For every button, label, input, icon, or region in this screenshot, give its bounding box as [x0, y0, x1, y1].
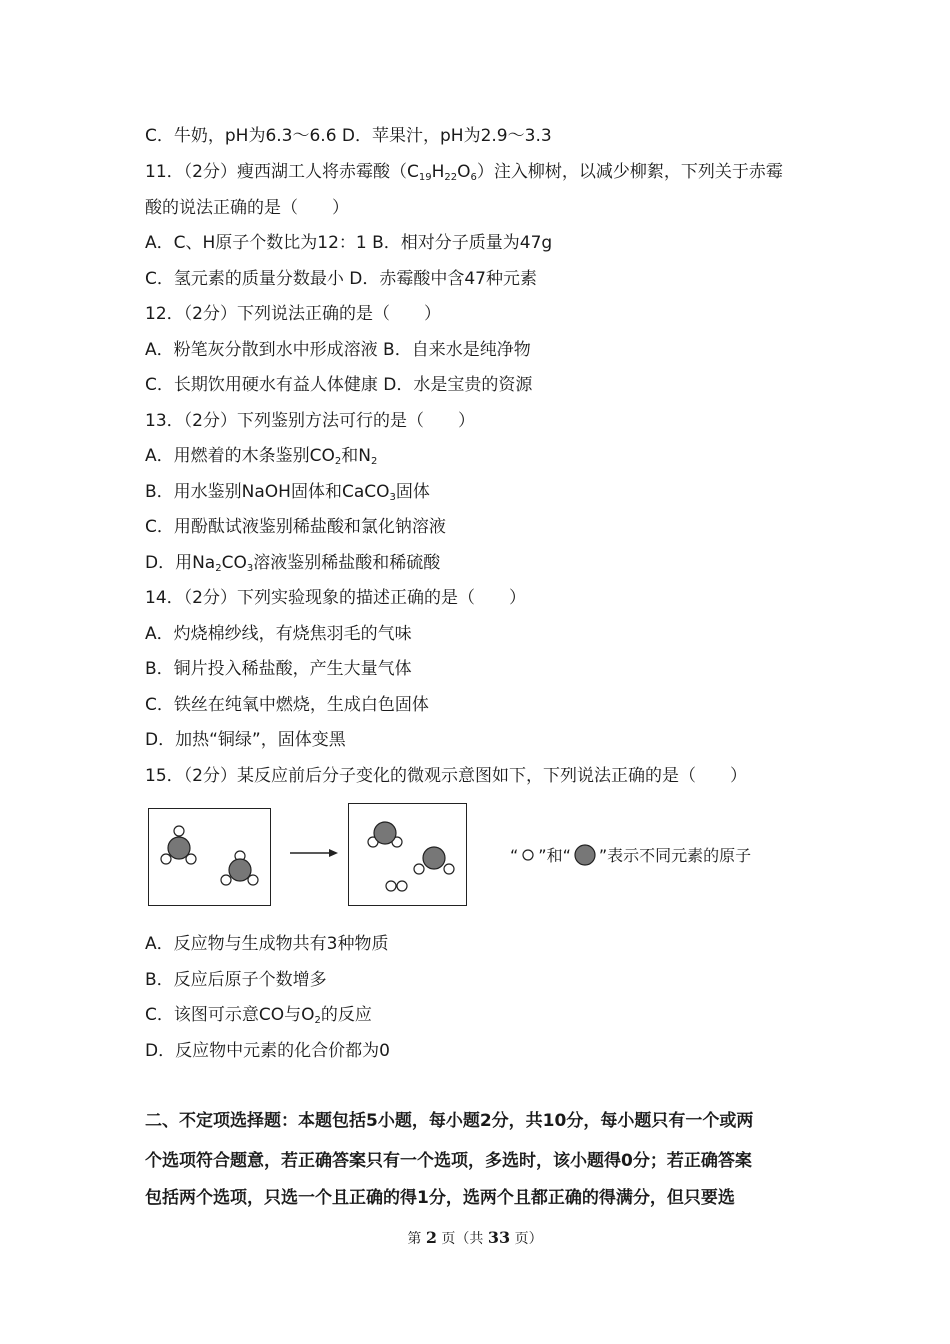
- q13-option-d: D．用$Na_2CO_3$溶液鉴别稀盐酸和稀硫酸: [145, 553, 441, 574]
- diagram-legend: “ ”和“ ”表示不同元素的原子: [510, 843, 751, 869]
- q11-stem-line1: 11．（2分）瘦西湖工人将赤霉酸$(C_{19}H_{22}O_6)$注入柳树，以减少柳絮，下列关于赤霉: [145, 162, 783, 183]
- reaction-arrow-icon: [289, 846, 339, 860]
- q12-options-ab: A．粉笔灰分散到水中形成溶液 B．自来水是纯净物: [145, 340, 531, 360]
- small-atom-icon: [518, 847, 538, 863]
- q13-stem: 13．（2分）下列鉴别方法可行的是（ ）: [145, 411, 475, 431]
- q13-option-b: B．用水鉴别NaOH固体和CaCO$_3$固体: [145, 482, 430, 503]
- reactant-box: [148, 808, 271, 906]
- large-atom-icon: [571, 843, 599, 867]
- q13-option-a: A．用燃着的木条鉴别$CO_2$和$N_2$: [145, 446, 378, 467]
- small-atom: [397, 881, 407, 891]
- small-atom: [161, 854, 171, 864]
- section-two-heading-line3: 包括两个选项，只选一个且正确的得1分，选两个且都正确的得满分，但只要选: [145, 1188, 735, 1208]
- large-atom: [229, 859, 251, 881]
- q11-stem-line2: 酸的说法正确的是（ ）: [145, 198, 349, 218]
- q15-option-a: A．反应物与生成物共有3种物质: [145, 934, 389, 954]
- small-atom: [386, 881, 396, 891]
- q14-option-c: C．铁丝在纯氧中燃烧，生成白色固体: [145, 695, 429, 715]
- product-molecules: [349, 804, 465, 904]
- q14-option-d: D．加热“铜绿”，固体变黑: [145, 730, 346, 750]
- small-atom: [221, 875, 231, 885]
- q14-option-a: A．灼烧棉纱线，有烧焦羽毛的气味: [145, 624, 412, 644]
- large-atom: [374, 822, 396, 844]
- q15-option-c: C．该图可示意CO与$O_2$的反应: [145, 1005, 372, 1026]
- q14-stem: 14．（2分）下列实验现象的描述正确的是（ ）: [145, 588, 526, 608]
- q11-options-ab: A．C、H原子个数比为12：1 B．相对分子质量为47g: [145, 233, 553, 253]
- q15-option-b: B．反应后原子个数增多: [145, 970, 327, 990]
- section-two-heading-line2: 个选项符合题意，若正确答案只有一个选项，多选时，该小题得0分；若正确答案: [145, 1151, 752, 1171]
- small-atom: [444, 864, 454, 874]
- small-atom: [414, 864, 424, 874]
- q12-options-cd: C．长期饮用硬水有益人体健康 D．水是宝贵的资源: [145, 375, 533, 395]
- q11-options-cd: C．氢元素的质量分数最小 D．赤霉酸中含47种元素: [145, 269, 538, 289]
- section-two-heading-line1: 二、不定项选择题：本题包括5小题，每小题2分，共10分，每小题只有一个或两: [145, 1111, 754, 1131]
- small-atom: [174, 826, 184, 836]
- large-atom: [423, 847, 445, 869]
- q10-options-cd: C．牛奶，pH为6.3～6.6 D．苹果汁，pH为2.9～3.3: [145, 126, 552, 146]
- page-footer: 第 2 页（共 33 页）: [407, 1228, 543, 1247]
- reactant-molecules: [149, 809, 269, 904]
- q14-option-b: B．铜片投入稀盐酸，产生大量气体: [145, 659, 412, 679]
- product-box: [348, 803, 467, 906]
- q15-stem: 15．（2分）某反应前后分子变化的微观示意图如下，下列说法正确的是（ ）: [145, 766, 747, 786]
- q12-stem: 12．（2分）下列说法正确的是（ ）: [145, 304, 441, 324]
- q15-option-d: D．反应物中元素的化合价都为0: [145, 1041, 390, 1061]
- q13-option-c: C．用酚酞试液鉴别稀盐酸和氯化钠溶液: [145, 517, 446, 537]
- large-atom: [168, 837, 190, 859]
